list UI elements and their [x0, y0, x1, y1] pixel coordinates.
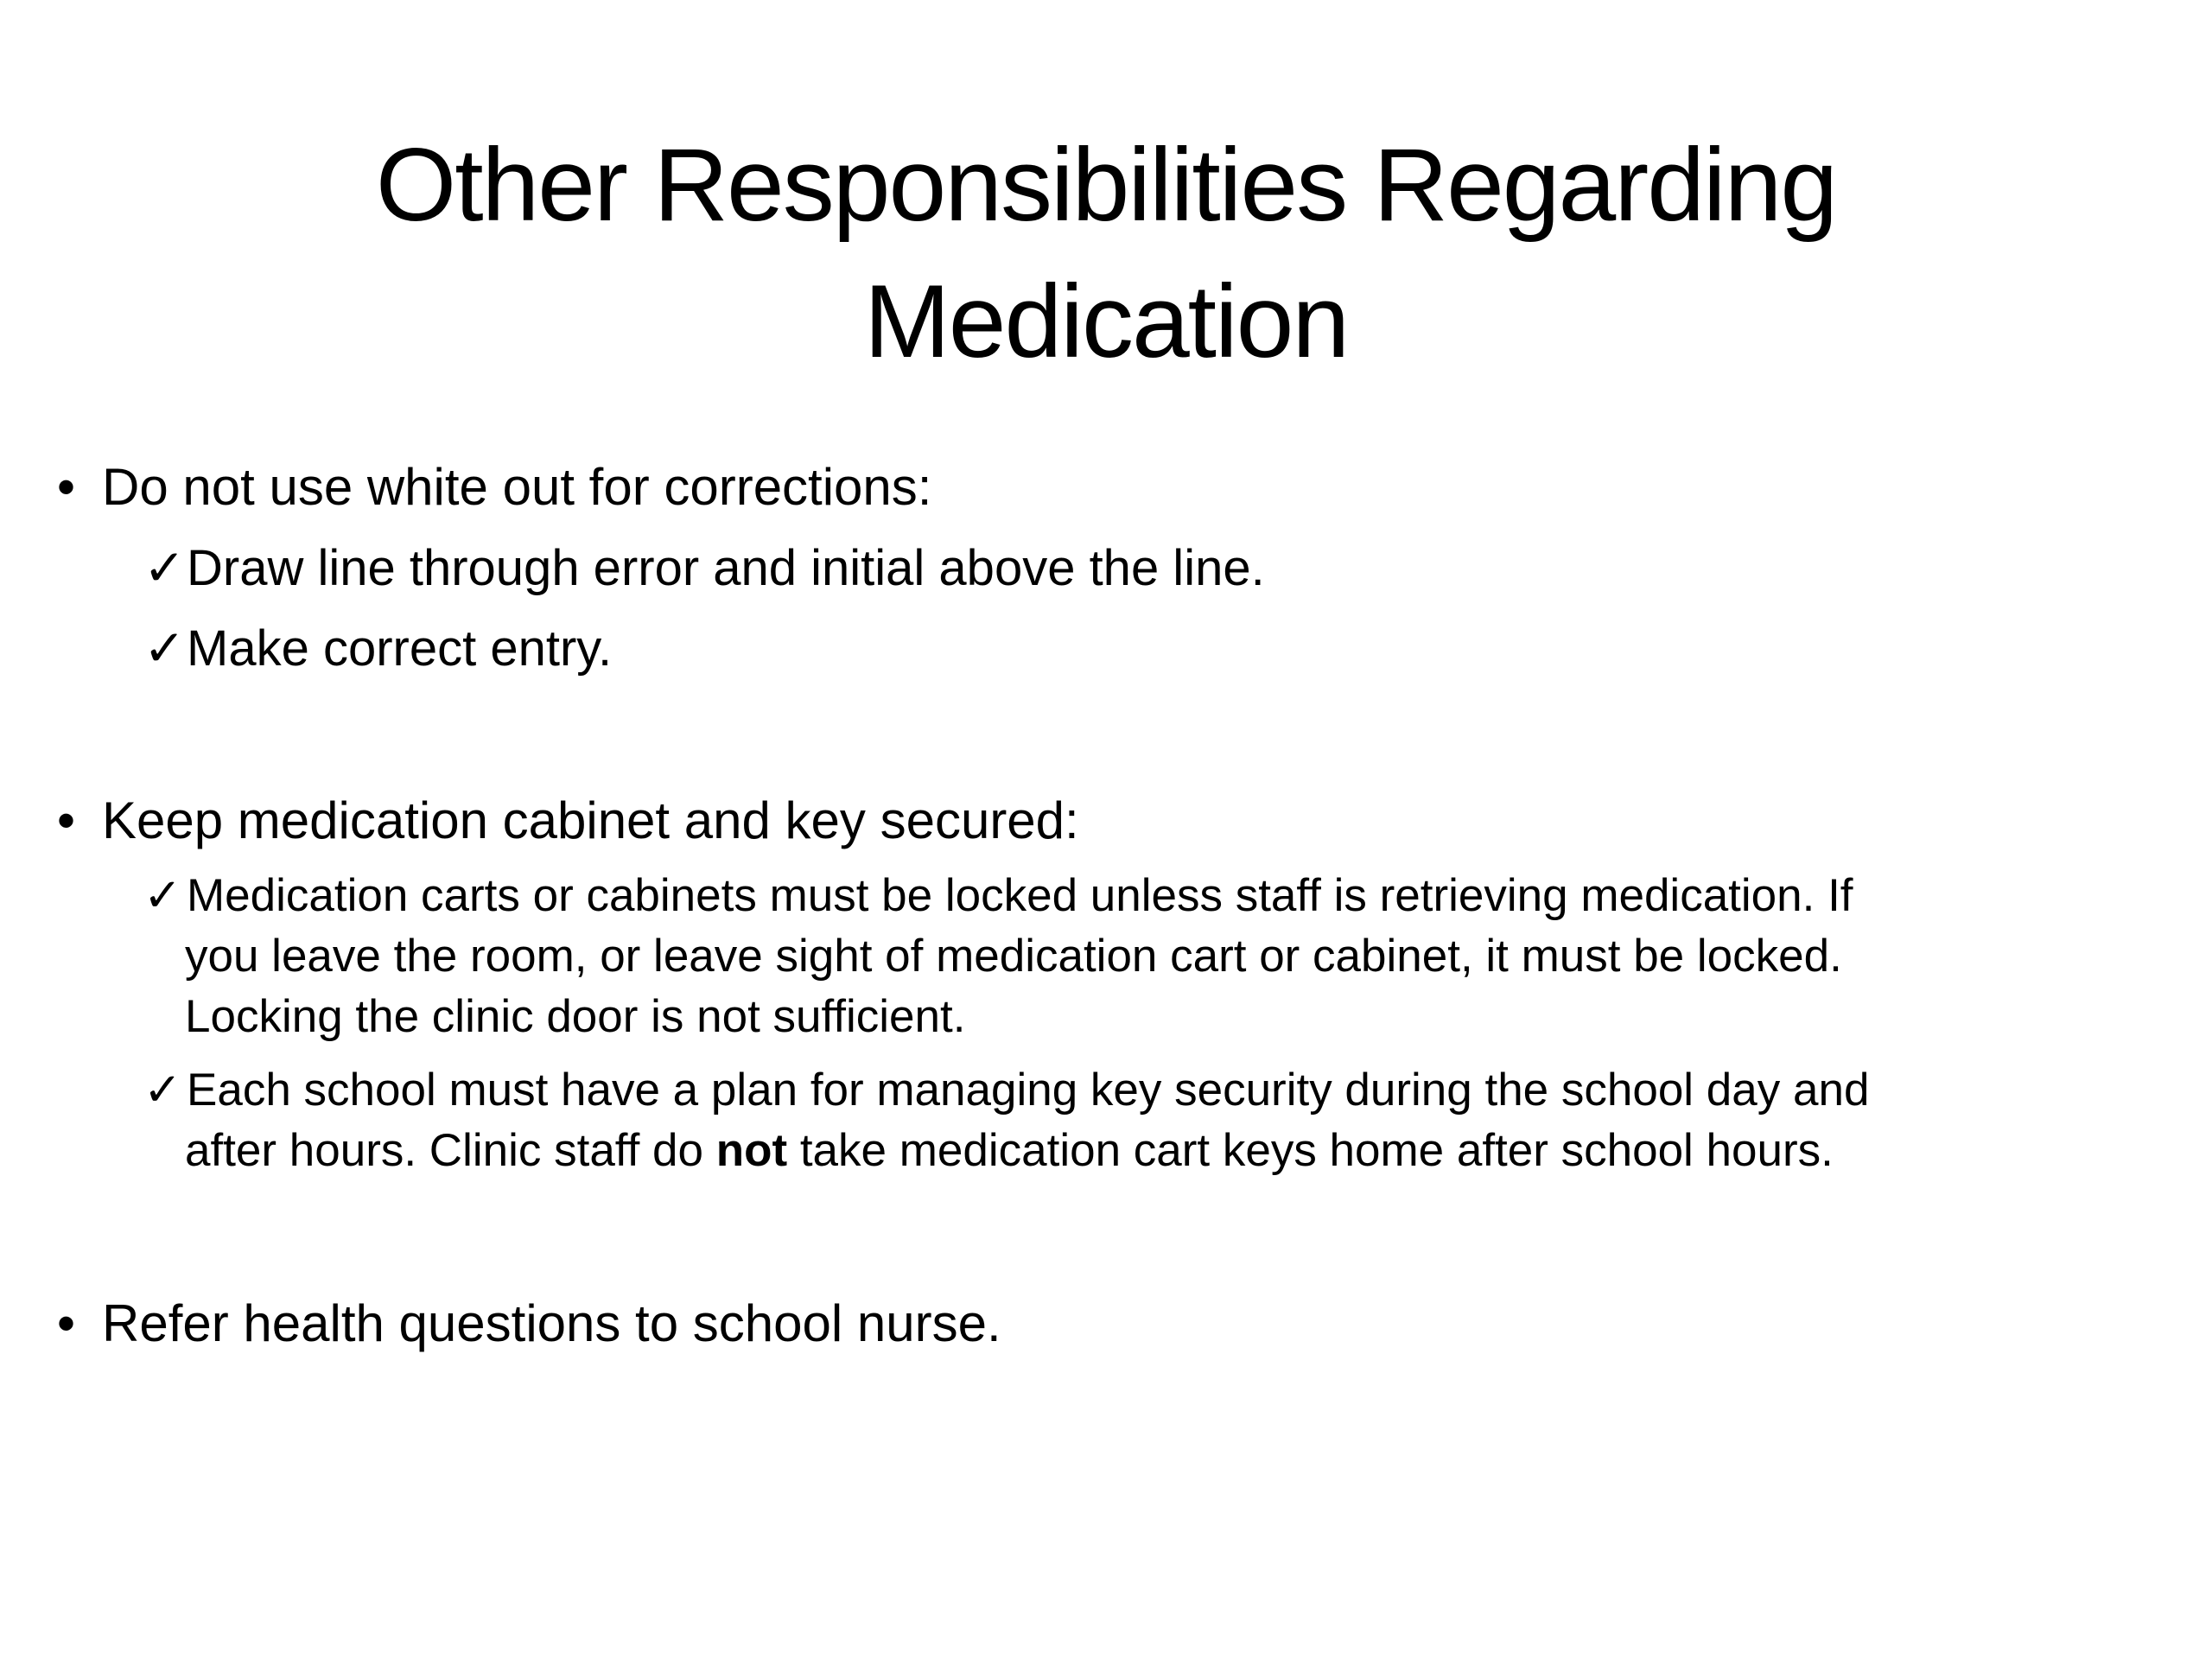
bullet-dot-icon: •: [57, 1294, 76, 1352]
bullet-text: Do not use white out for corrections:: [102, 458, 932, 516]
checkmark-icon: ✓: [143, 619, 186, 677]
sub-item-text: Draw line through error and initial above the line.: [187, 540, 1265, 596]
title-line-2: Medication: [863, 264, 1349, 379]
sub-item-carts-locked: [143, 866, 2131, 1047]
sub-item-draw-line: [143, 537, 1265, 599]
sub-item-text: Each school must have a plan for managing key security during the school day and: [187, 1065, 1870, 1116]
sub-item-text: Medication carts or cabinets must be locked unless staff is retrieving medication. If: [187, 870, 1853, 921]
bullet-text: Refer health questions to school nurse.: [102, 1294, 1001, 1352]
sub-item-line: [143, 866, 2131, 926]
emphasis-not: not: [715, 1125, 788, 1176]
sub-item-key-plan: [143, 1060, 2131, 1181]
bullet-white-out: [57, 457, 931, 518]
sub-item-text: Make correct entry.: [187, 620, 613, 677]
title-line-1: Other Responsibilities Regarding: [375, 127, 1837, 243]
sub-item-text-after: take medication cart keys home after school hours.: [787, 1125, 1834, 1176]
checkmark-icon: ✓: [143, 538, 186, 597]
sub-item-line: you leave the room, or leave sight of medication cart or cabinet, it must be locked.: [185, 931, 1842, 982]
sub-item-line: Locking the clinic door is not sufficient.: [185, 991, 966, 1042]
sub-item-line: [143, 1121, 2131, 1181]
sub-item-correct-entry: [143, 618, 612, 679]
sub-item-text-before: after hours. Clinic staff do: [185, 1125, 716, 1176]
bullet-text: Keep medication cabinet and key secured:: [102, 791, 1079, 849]
sub-item-line: [143, 1060, 2131, 1121]
bullet-dot-icon: •: [57, 458, 76, 516]
bullet-keep-secured: [57, 791, 1079, 851]
bullet-dot-icon: •: [57, 791, 76, 849]
checkmark-icon: ✓: [143, 869, 182, 922]
checkmark-icon: ✓: [143, 1064, 182, 1116]
bullet-refer-nurse: [57, 1294, 1001, 1354]
